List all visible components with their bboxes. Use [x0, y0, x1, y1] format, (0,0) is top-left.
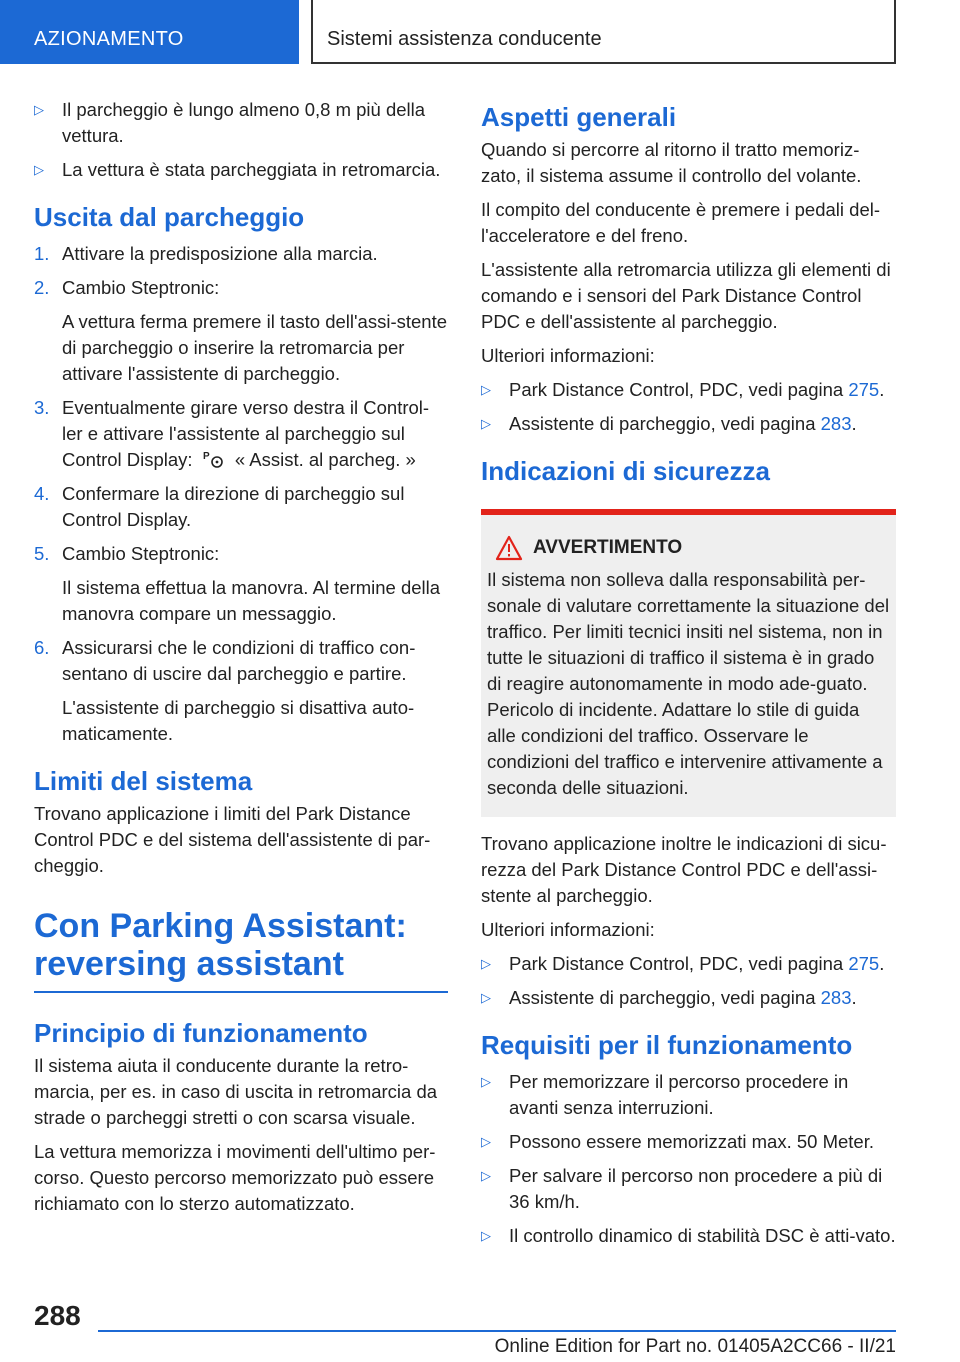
sicurezza-p1: Trovano applicazione inoltre le indicazioni di sicu-rezza del Park Distance Control PDC e dell'assi-stente al parcheggio. [481, 833, 887, 906]
aspetti-p2: Il compito del conducente è premere i pedali del-l'acceleratore e del freno. [481, 199, 881, 246]
step-6 [34, 635, 448, 747]
step-text: Confermare la direzione di parcheggio sul Control Display. [62, 483, 405, 530]
step-subtext: A vettura ferma premere il tasto dell'assi-stente di parcheggio o inserire la retromarcia per attivare l'assistente di parcheggio. [62, 311, 448, 384]
page-link[interactable]: 283 [820, 413, 852, 434]
svg-text:P: P [202, 451, 210, 462]
step-text: Cambio Steptronic: [62, 277, 220, 298]
link-end: . [879, 953, 885, 974]
right-column [481, 97, 896, 1257]
list-item [481, 985, 896, 1011]
limiti-text: Trovano applicazione i limiti del Park Distance Control PDC e del sistema dell'assistente di par-cheggio. [34, 803, 431, 876]
list-item: ▷ Possono essere memorizzati max. 50 Meter. [481, 1129, 896, 1155]
warning-title: AVVERTIMENTO [533, 537, 683, 558]
heading-requisiti: Requisiti per il funzionamento [481, 1030, 853, 1060]
heading-sicurezza: Indicazioni di sicurezza [481, 456, 770, 486]
sicurezza-more: Ulteriori informazioni: [481, 919, 655, 940]
step-text: Attivare la predisposizione alla marcia. [62, 243, 378, 264]
aspetti-more: Ulteriori informazioni: [481, 345, 655, 366]
heading-aspetti: Aspetti generali [481, 102, 677, 132]
link-text: Assistente di parcheggio, vedi pagina [509, 413, 816, 434]
footer-rule [98, 1330, 896, 1332]
warning-triangle-icon [489, 535, 529, 561]
step-subtext: Il sistema effettua la manovra. Al termine della manovra compare un messaggio. [62, 577, 441, 624]
list-item [481, 951, 896, 977]
link-end: . [879, 379, 885, 400]
edition-info: Online Edition for Part no. 01405A2CC66 - II/21 [494, 1336, 896, 1357]
step-3 [34, 395, 448, 473]
left-column [34, 97, 448, 1225]
intro-bullet-list [34, 97, 448, 183]
link-text: Park Distance Control, PDC, vedi pagina [509, 953, 844, 974]
page-link[interactable]: 275 [848, 379, 880, 400]
list-item: ▷ La vettura è stata parcheggiata in retromarcia. [34, 157, 448, 183]
step-text: Eventualmente girare verso destra il Control-ler e attivare l'assistente al parcheggio sul Control Display: [62, 397, 430, 470]
warning-header [487, 535, 890, 561]
heading-limiti: Limiti del sistema [34, 766, 253, 796]
step-number: 4. [34, 483, 50, 504]
heading-uscita: Uscita dal parcheggio [34, 202, 305, 232]
page-link[interactable]: 283 [820, 987, 852, 1008]
heading-principio: Principio di funzionamento [34, 1018, 368, 1048]
step-number: 2. [34, 277, 50, 298]
step-1 [34, 241, 448, 267]
list-item: ▷ Il parcheggio è lungo almeno 0,8 m più della vettura. [34, 97, 448, 149]
step-number: 5. [34, 543, 50, 564]
page-link[interactable]: 275 [848, 953, 880, 974]
principio-p1: Il sistema aiuta il conducente durante la retro-marcia, per es. in caso di uscita in retromarcia da strade o parcheggi stretti o con scarsa visuale. [34, 1055, 438, 1128]
step-text: Cambio Steptronic: [62, 543, 220, 564]
list-item [481, 377, 896, 403]
step-2 [34, 275, 448, 387]
aspetti-p3: L'assistente alla retromarcia utilizza gli elementi di comando e i sensori del Park Distance Control PDC e dell'assistente al parcheggio. [481, 259, 891, 332]
list-item: ▷ Il controllo dinamico di stabilità DSC è atti-vato. [481, 1223, 896, 1249]
park-assist-icon [202, 449, 226, 469]
main-heading: Con Parking Assistant: reversing assistant [34, 907, 407, 983]
step-4 [34, 481, 448, 533]
list-item: ▷ Per memorizzare il percorso procedere in avanti senza interruzioni. [481, 1069, 896, 1121]
sicurezza-links [481, 951, 896, 1011]
list-item: ▷ Per salvare il percorso non procedere a più di 36 km/h. [481, 1163, 896, 1215]
aspetti-p1: Quando si percorre al ritorno il tratto memoriz-zato, il sistema assume il controllo del volante. [481, 139, 862, 186]
warning-text: Il sistema non solleva dalla responsabilità per-sonale di valutare correttamente la situazione del traffico. Per limiti tecnici insiti nel sistema, non in tutte le situazioni di traffico il sistema è in grado di reagire autonomamente in modo ade-guato. Pericolo di incidente. Adattare lo stile di guida alle condizioni del traffico. Osservare le condizioni del traffico e intervenire attivamente a seconda delle situazioni. [487, 569, 890, 798]
section-tab: AZIONAMENTO [0, 0, 299, 64]
requisiti-list [481, 1069, 896, 1249]
step-5 [34, 541, 448, 627]
link-end: . [851, 413, 857, 434]
step-number: 1. [34, 243, 50, 264]
link-text: Assistente di parcheggio, vedi pagina [509, 987, 816, 1008]
step-number: 3. [34, 397, 50, 418]
step-number: 6. [34, 637, 50, 658]
link-text: Park Distance Control, PDC, vedi pagina [509, 379, 844, 400]
step-subtext: L'assistente di parcheggio si disattiva auto-maticamente. [62, 697, 415, 744]
aspetti-links [481, 377, 896, 437]
page-number: 288 [34, 1300, 81, 1331]
heading-rule [34, 991, 448, 993]
step-text-menu: « Assist. al parcheg. » [234, 449, 416, 470]
uscita-steps [34, 241, 448, 747]
list-item [481, 411, 896, 437]
link-end: . [851, 987, 857, 1008]
page-title: Sistemi assistenza conducente [311, 0, 896, 64]
warning-box [481, 509, 896, 817]
step-text: Assicurarsi che le condizioni di traffico con-sentano di uscire dal parcheggio e partire. [62, 637, 416, 684]
principio-p2: La vettura memorizza i movimenti dell'ultimo per-corso. Questo percorso memorizzato può essere richiamato con lo sterzo automatizzato. [34, 1141, 436, 1214]
